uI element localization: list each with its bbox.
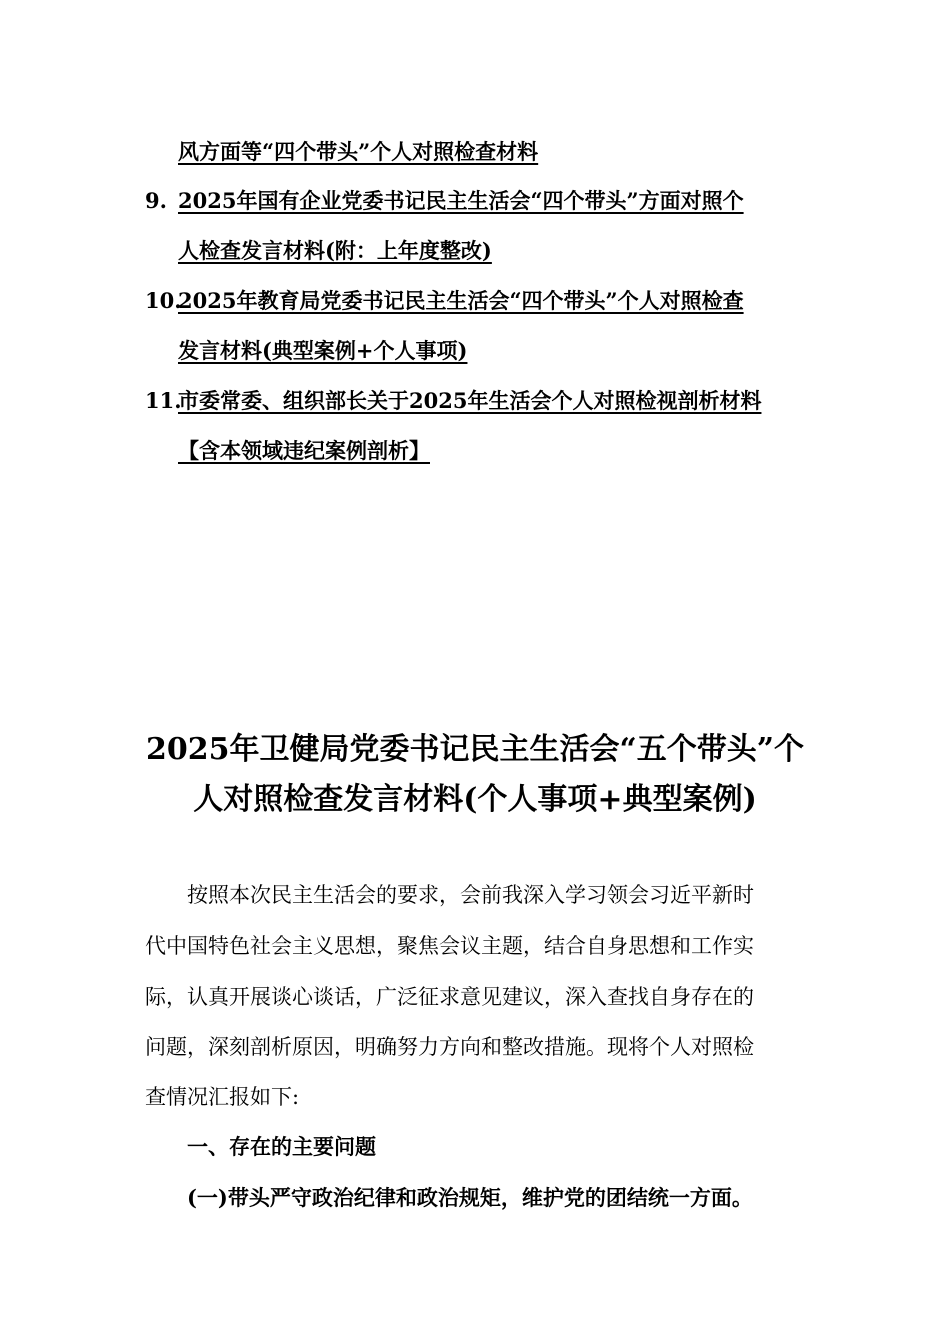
toc-link[interactable]: 2025年国有企业党委书记民主生活会“四个带头”方面对照个 xyxy=(178,188,744,213)
section-heading: 一、存在的主要问题 xyxy=(187,1134,376,1159)
intro-paragraph-line: 际，认真开展谈心谈话，广泛征求意见建议，深入查找自身存在的 xyxy=(145,985,754,1009)
intro-paragraph-line: 代中国特色社会主义思想，聚焦会议主题，结合自身思想和工作实 xyxy=(145,934,754,958)
document-title-line-1: 2025年卫健局党委书记民主生活会“五个带头”个 xyxy=(145,732,804,767)
toc-number: 11. xyxy=(145,388,182,413)
toc-link[interactable]: 发言材料(典型案例+个人事项) xyxy=(178,338,468,363)
toc-link[interactable]: 人检查发言材料(附：上年度整改) xyxy=(178,238,492,263)
document-title-line-2: 人对照检查发言材料(个人事项+典型案例) xyxy=(193,782,757,817)
intro-paragraph-line: 查情况汇报如下: xyxy=(145,1085,300,1109)
toc-number: 9. xyxy=(145,188,167,213)
toc-link[interactable]: 2025年教育局党委书记民主生活会“四个带头”个人对照检查 xyxy=(178,288,744,313)
intro-paragraph-line: 问题，深刻剖析原因，明确努力方向和整改措施。现将个人对照检 xyxy=(145,1035,754,1059)
toc-link[interactable]: 风方面等“四个带头”个人对照检查材料 xyxy=(178,139,539,164)
subsection-heading: (一)带头严守政治纪律和政治规矩，维护党的团结统一方面。 xyxy=(187,1185,753,1210)
toc-link[interactable]: 【含本领域违纪案例剖析】 xyxy=(178,438,430,463)
toc-link[interactable]: 市委常委、组织部长关于2025年生活会个人对照检视剖析材料 xyxy=(178,388,762,413)
intro-paragraph-line: 按照本次民主生活会的要求，会前我深入学习领会习近平新时 xyxy=(187,883,754,907)
toc-number: 10. xyxy=(145,288,182,313)
